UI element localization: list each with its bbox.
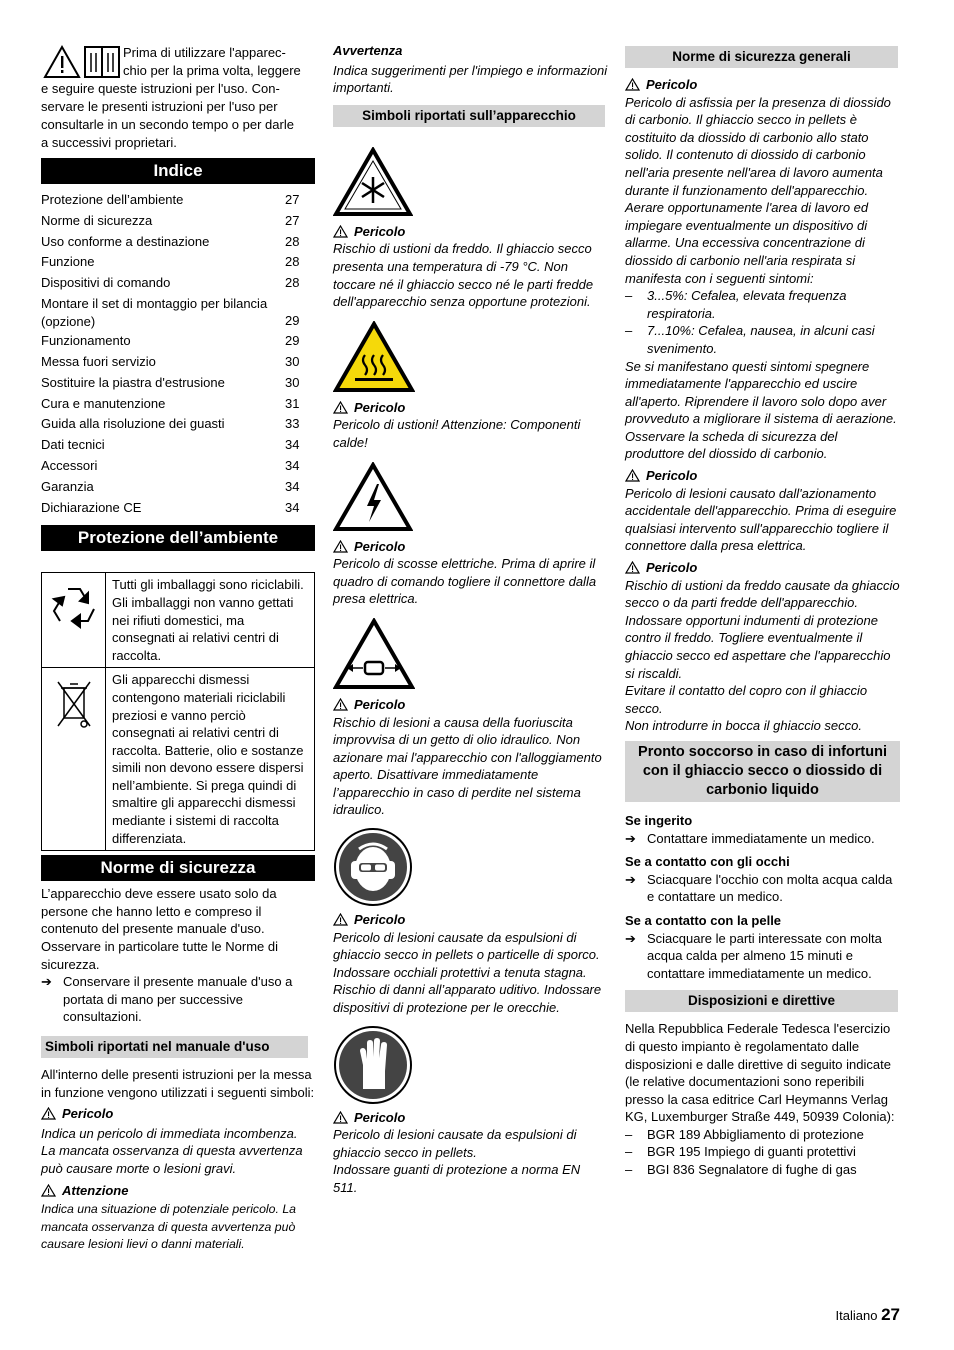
avvertenza-text: Indica suggerimenti per l'impiego e informazioni importanti. (333, 62, 608, 96)
regulation-item: – BGI 836 Segnalatore di fughe di gas (625, 1162, 857, 1178)
symbol-text: Pericolo di lesioni causate da espulsioni di ghiaccio secco in pellets o particelle di sporco. Indossare occhiali protettivi a tenuta stagna. (333, 929, 600, 980)
warning-triangle-icon (333, 225, 348, 238)
intro-line: Prima di utilizzare l'apparec- (123, 45, 286, 60)
index-item[interactable]: Dispositivi di comando 28 (41, 275, 300, 291)
index-item[interactable]: Guida alla risoluzione dei guasti 33 (41, 416, 300, 432)
env-text: Tutti gli imballaggi sono riciclabili. Gli imballaggi non vanno gettati nei rifiuti domestici, ma consegnati ai relativi centri di raccolta. (106, 573, 315, 668)
index-item[interactable]: Norme di sicurezza 27 (41, 212, 300, 228)
arrow-icon: ➔ (41, 974, 52, 990)
symbol-pericolo-label: Pericolo (333, 399, 608, 417)
symbol-pericolo-label: Pericolo (333, 911, 608, 929)
index-item[interactable]: Sostituire la piastra d'estrusione 30 (41, 374, 300, 390)
env-heading: Protezione dell’ambiente (41, 525, 315, 551)
intro-block (41, 40, 315, 158)
symbol-pericolo-label: Pericolo (333, 538, 608, 556)
intro-line: a successivi proprietari. (41, 135, 177, 150)
symptom-item: – 3...5%: Cefalea, elevata frequenza respiratoria. (625, 288, 847, 321)
arrow-icon: ➔ (625, 930, 636, 946)
crossed-bin-icon (54, 678, 94, 734)
general-text: Osservare la scheda di sicurezza del produttore del diossido di carbonio. (625, 428, 838, 462)
intro-line: e seguire queste istruzioni per l'uso. Con- (41, 81, 280, 96)
symbol-text: Rischio di ustioni da freddo. Il ghiaccio secco presenta una temperatura di -79 °C. Non toccare né il ghiaccio secco né le parti fredde dell'apparecchio senza opportune protezioni. (333, 241, 594, 310)
arrow-icon: ➔ (625, 830, 636, 846)
symbol-text: Pericolo di lesioni causate da espulsioni di ghiaccio secco in pellets. (333, 1127, 577, 1160)
index-item[interactable]: Funzionamento 29 (41, 333, 300, 349)
general-text: Se si manifestano questi sintomi spegnere immediatamente l'apparecchio ed uscire all'aperto. Riprendere il lavoro solo dopo aver provveduto a migliorare il sistema di aerazione. (625, 358, 897, 427)
first-aid-heading: Pronto soccorso in caso di infortuni con il ghiaccio secco o diossido di carbonio liquido (625, 741, 900, 802)
first-aid-action: ➔ Sciacquare l'occhio con molta acqua calda e contattare un medico. (625, 871, 893, 905)
general-text: Non introdurre in bocca il ghiaccio secco. (625, 718, 863, 734)
regulation-item: – BGR 189 Abbigliamento di protezione (625, 1126, 864, 1142)
intro-line: servare le presenti istruzioni per l'uso per (41, 99, 278, 114)
symbol-text: Indossare guanti di protezione a norma EN 511. (333, 1162, 581, 1195)
warning-triangle-icon (333, 540, 348, 553)
page-number: 27 (881, 1305, 900, 1324)
regulation-item: – BGR 195 Impiego di guanti protettivi (625, 1144, 856, 1160)
warning-triangle-icon (333, 698, 348, 711)
index-item[interactable]: Messa fuori servizio 30 (41, 353, 300, 369)
warning-triangle-icon (41, 1184, 56, 1197)
intro-line: chio per la prima volta, leggere (123, 63, 301, 78)
symbol-text: Pericolo di scosse elettriche. Prima di aprire il quadro di comando togliere il connettore dalla presa elettrica. (333, 556, 597, 607)
regulations-text: Nella Repubblica Federale Tedesca l'esercizio di questo impianto è regolamentato dalle disposizioni e dalle direttive di seguito indicate (le relative documentazioni sono reperibili presso la casa editrice Carl Heymanns Verlag KG, Luxemburger Straße 449, 50939 Colonia): (625, 1021, 895, 1125)
safety-intro: L’apparecchio deve essere usato solo da persone che hanno letto e compreso il contenuto del presente manuale d'uso. Osservare in particolare tutte le Norme di sicurezza. (41, 886, 278, 972)
symbol-text: Rischio di lesioni a causa della fuoriuscita improvvisa di un getto di olio idraulico. Non azionare mai l'apparecchio con l'alloggiamento aperto. Disattivare immediatamente l’apparecchio in caso di perdite nel sistema idraulico. (333, 714, 602, 818)
symbol-text: Pericolo di ustioni! Attenzione: Componenti calde! (333, 417, 581, 450)
pericolo-label: Pericolo (41, 1105, 315, 1123)
warning-triangle-icon (333, 401, 348, 414)
env-table (41, 572, 315, 851)
column-left (41, 40, 315, 1254)
symbol-pericolo-label: Pericolo (333, 223, 608, 241)
general-text: Evitare il contatto del copro con il ghiaccio secco. (625, 683, 868, 716)
regulations-heading: Disposizioni e direttive (625, 990, 898, 1012)
symbol-pericolo-label: Pericolo (333, 1109, 608, 1127)
index-item[interactable]: Uso conforme a destinazione 28 (41, 233, 300, 249)
pericolo-text: Indica un pericolo di immediata incombenza. La mancata osservanza di questa avvertenza può causare morte o lesioni gravi. (41, 1125, 303, 1176)
env-text: Gli apparecchi dismessi contengono materiali riciclabili preziosi e vanno perciò consegnati ai relativi centri di raccolta. Batterie, olio e sostanze simili non devono essere dispersi nell’ambiente. Si prega quindi di smaltire gli apparecchi dismessi mediante i sistemi di raccolta differenziata. (106, 668, 315, 851)
warning-triangle-icon (625, 78, 640, 91)
first-aid-action: ➔ Sciacquare le parti interessate con molta acqua calda per almeno 15 minuti e contattare immediatamente un medico. (625, 930, 882, 981)
gloves-sign-icon (333, 1025, 413, 1105)
eye-ear-protection-sign-icon (333, 827, 413, 907)
index-item[interactable]: Montare il set di montaggio per bilancia (opzione) 29 (41, 295, 300, 329)
page-footer (836, 1306, 900, 1325)
index-list (41, 189, 315, 517)
attenzione-text: Indica una situazione di potenziale pericolo. La mancata osservanza di questa avvertenza può causare lesioni lievi o danni materiali. (41, 1202, 296, 1252)
recycle-icon (48, 583, 100, 633)
index-item[interactable]: Cura e manutenzione 31 (41, 395, 300, 411)
footer-language: Italiano (835, 1308, 878, 1323)
general-pericolo-label: Pericolo (625, 467, 900, 485)
index-item[interactable]: Accessori 34 (41, 457, 300, 473)
env-row (42, 668, 315, 851)
first-aid-case: Se a contatto con gli occhi (625, 854, 790, 870)
general-safety-heading: Norme di sicurezza generali (625, 46, 898, 68)
general-pericolo-label: Pericolo (625, 76, 900, 94)
general-pericolo-label: Pericolo (625, 559, 900, 577)
avvertenza-label: Avvertenza (333, 43, 403, 58)
safety-heading: Norme di sicurezza (41, 855, 315, 881)
index-item[interactable]: Funzione 28 (41, 254, 300, 270)
column-right (625, 40, 900, 1179)
warning-triangle-icon (625, 469, 640, 482)
symbol-text: Rischio di danni all’apparato uditivo. Indossare dispositivi di protezione per le orecchie. (333, 982, 602, 1016)
arrow-icon: ➔ (625, 871, 636, 887)
first-aid-action: ➔ Contattare immediatamente un medico. (625, 830, 875, 846)
electric-shock-sign-icon (333, 462, 413, 532)
index-item[interactable]: Dati tecnici 34 (41, 437, 300, 453)
hydraulic-jet-sign-icon (333, 618, 415, 690)
general-text: Pericolo di asfissia per la presenza di diossido di carbonio. Il ghiaccio secco in pellets è costituito da diossido di carbonio allo stato solido. Il contenuto di diossido di carbonio nell'aria presente nell'area di lavoro aumenta durante il funzionamento dell'apparecchio. Aerare opportunamente l'area di lavoro ed impiegare eventualmente un dispositivo di allarme. Una eccessiva concentrazione di diossido di carbonio nell'aria respirata si manifesta con i seguenti sintomi: (625, 94, 891, 286)
attenzione-label: Attenzione (41, 1182, 315, 1200)
hot-surface-sign-icon (333, 321, 415, 393)
symbol-pericolo-label: Pericolo (333, 696, 608, 714)
warning-triangle-icon (333, 1111, 348, 1124)
warning-triangle-icon (333, 913, 348, 926)
column-middle (333, 40, 608, 1197)
warning-triangle-icon (41, 1107, 56, 1120)
warning-manual-icon (43, 44, 121, 80)
first-aid-case: Se a contatto con la pelle (625, 912, 782, 928)
index-item[interactable]: Garanzia 34 (41, 478, 300, 494)
cold-warning-sign-icon (333, 147, 413, 217)
device-symbols-heading: Simboli riportati sull’apparecchio (333, 105, 605, 127)
env-row (42, 573, 315, 668)
general-text: Pericolo di lesioni causato dall'azionamento accidentale dell'apparecchio. Prima di eseguire qualsiasi intervento sull'apparecchio togliere il connettore dalla presa elettrica. (625, 485, 897, 554)
first-aid-case: Se ingerito (625, 812, 693, 828)
manual-symbols-heading: Simboli riportati nel manuale d'uso (41, 1036, 308, 1058)
safety-keep-item: ➔ Conservare il presente manuale d'uso a portata di mano per successive consultazioni. (41, 974, 293, 1025)
index-item[interactable]: Dichiarazione CE 34 (41, 499, 300, 515)
symptom-item: – 7...10%: Cefalea, nausea, in alcuni casi svenimento. (625, 323, 875, 356)
general-text: Rischio di ustioni da freddo causate da ghiaccio secco o da parti fredde dell'apparecchio. Indossare opportuni indumenti di protezione contro il freddo. Togliere eventualmente il ghiaccio secco ed aspettare che l'apparecchio si riscaldi. (625, 577, 900, 681)
manual-symbols-intro: All'interno delle presenti istruzioni per la messa in funzione vengono utilizzati i seguenti simboli: (41, 1067, 315, 1100)
warning-triangle-icon (625, 561, 640, 574)
index-heading: Indice (41, 158, 315, 184)
intro-line: consultarle in un secondo tempo o per darle (41, 117, 294, 132)
index-item[interactable]: Protezione dell’ambiente 27 (41, 192, 300, 207)
